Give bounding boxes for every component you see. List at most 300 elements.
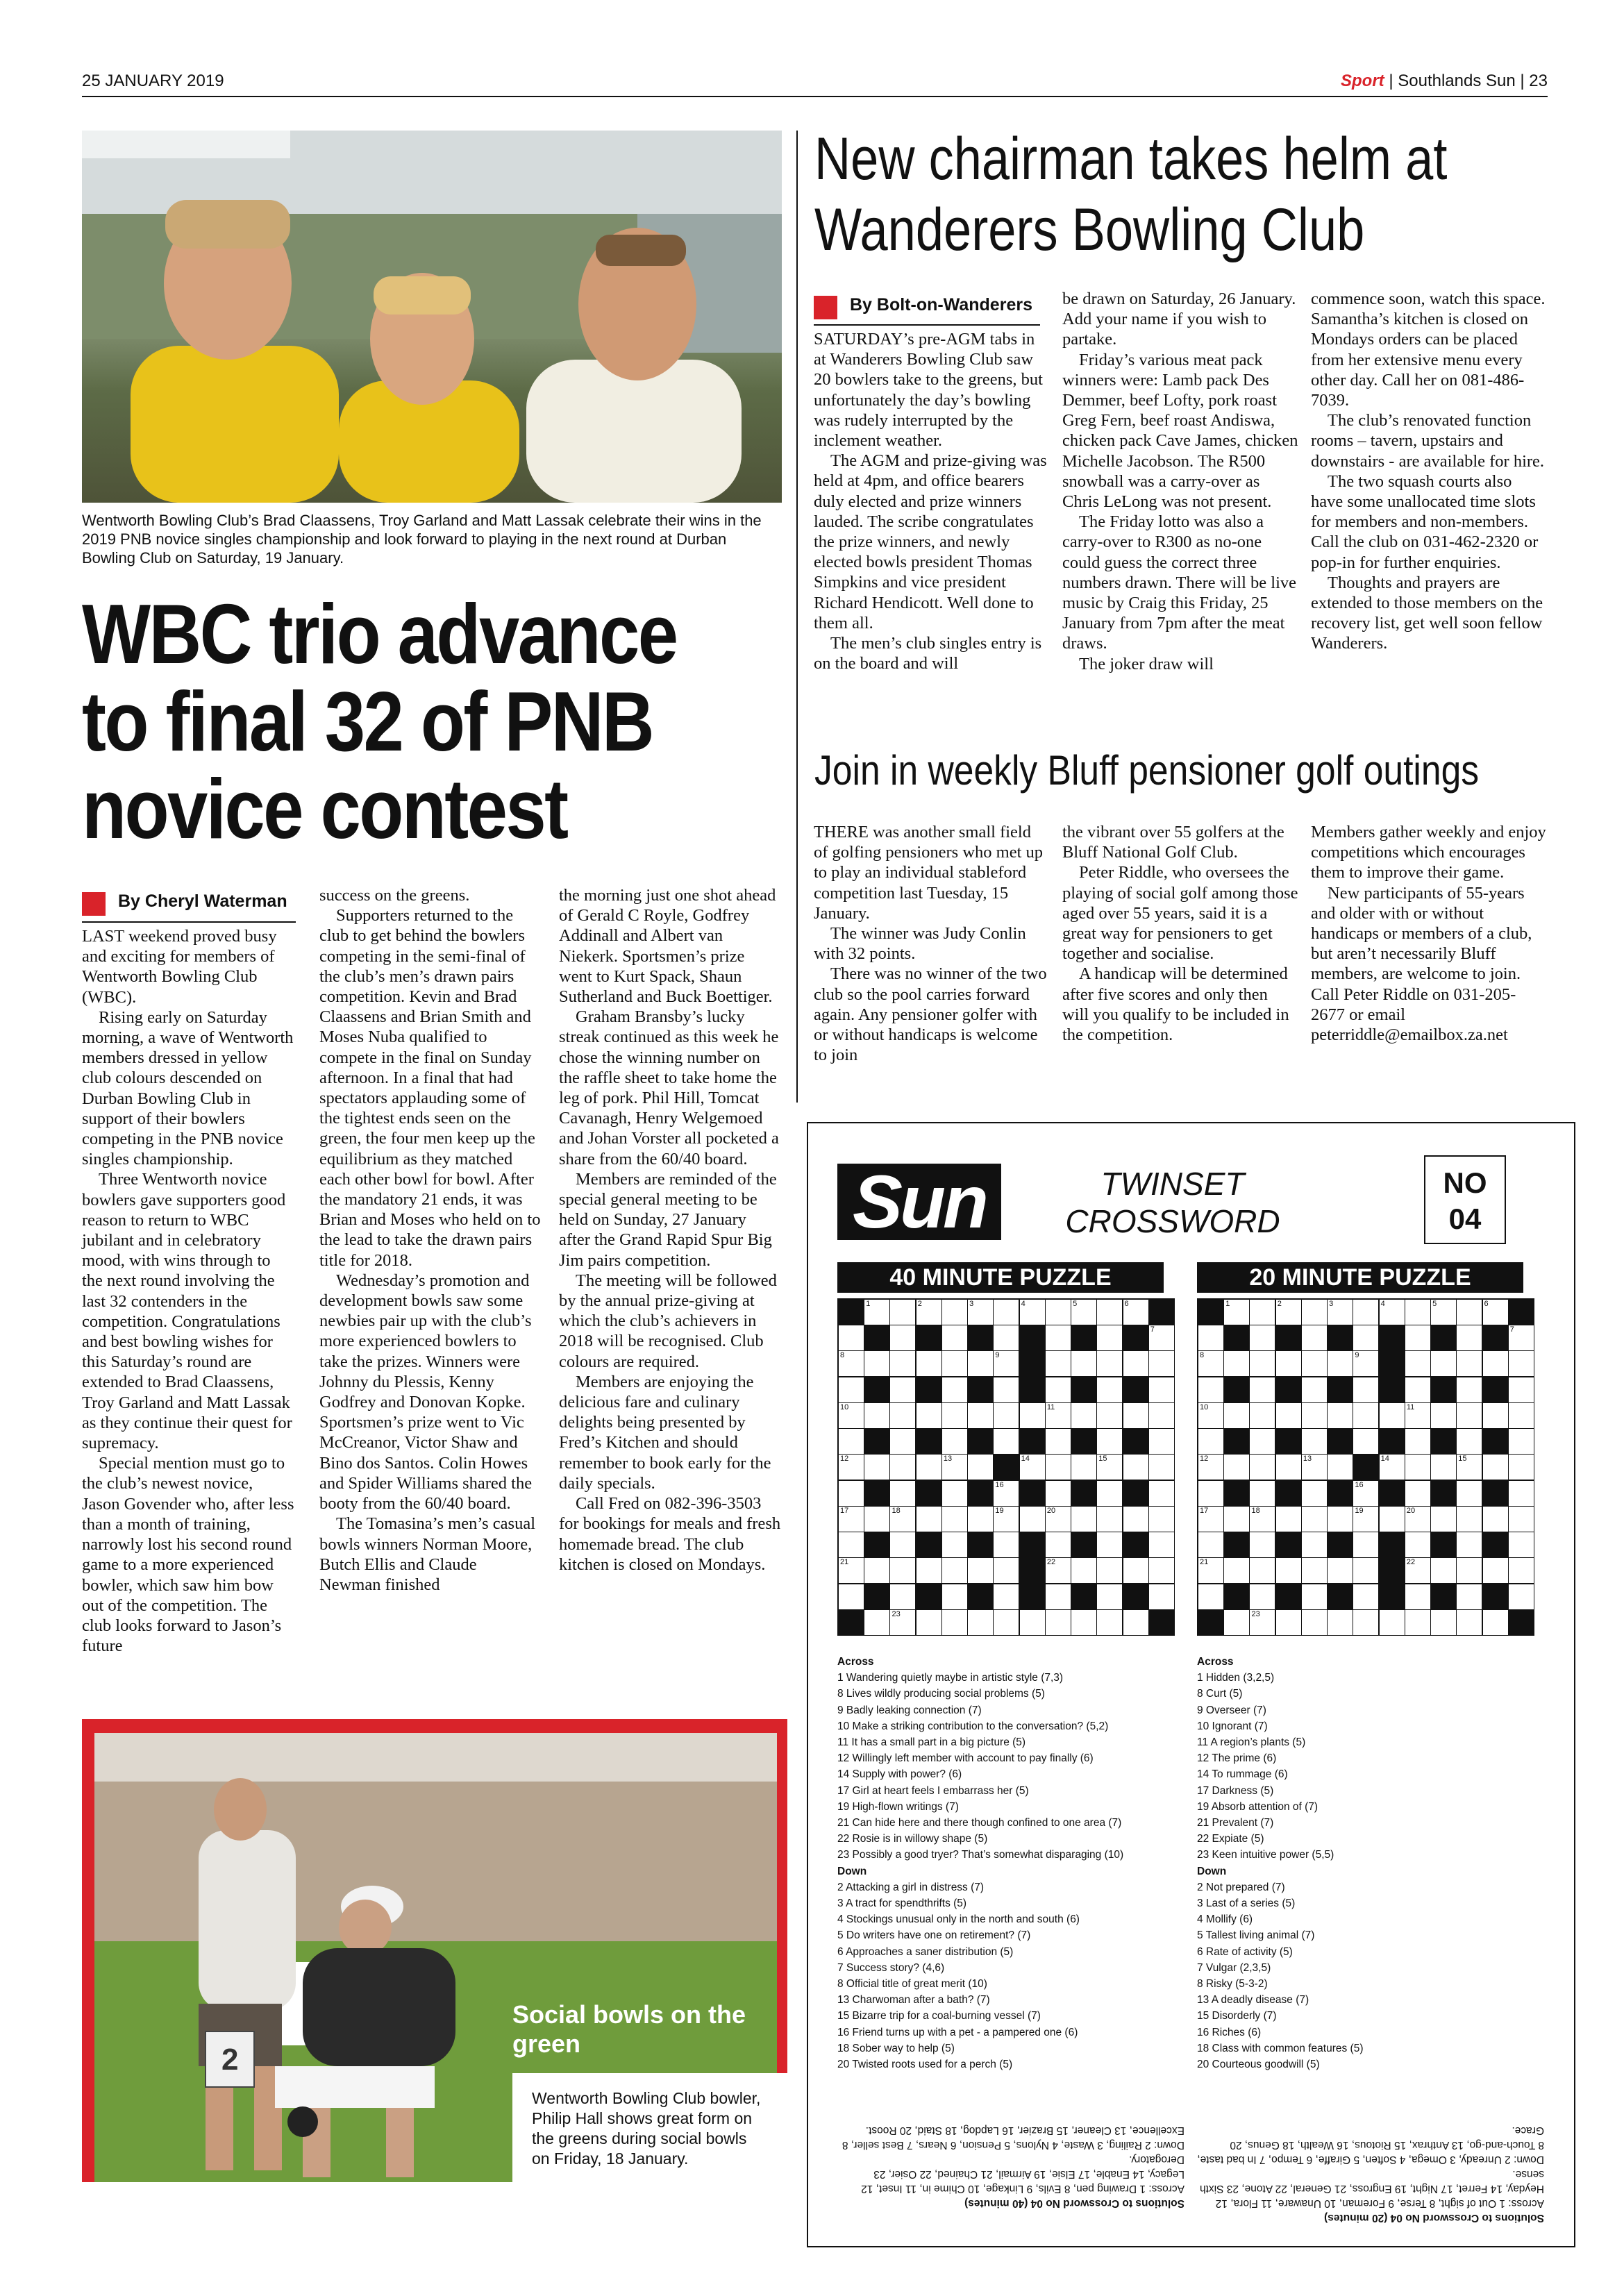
crossword-cell[interactable] [1250, 1300, 1275, 1325]
crossword-cell[interactable] [1276, 1610, 1301, 1635]
crossword-cell[interactable] [1198, 1429, 1223, 1454]
crossword-cell[interactable] [1250, 1455, 1275, 1480]
crossword-cell[interactable] [1149, 1532, 1174, 1557]
crossword-cell[interactable] [942, 1610, 967, 1635]
crossword-cell[interactable] [839, 1584, 864, 1609]
crossword-cell[interactable] [1509, 1403, 1534, 1428]
crossword-cell[interactable] [1302, 1507, 1327, 1532]
crossword-cell[interactable] [1149, 1351, 1174, 1376]
crossword-cell[interactable] [1046, 1377, 1071, 1402]
crossword-cell[interactable] [1353, 1481, 1378, 1506]
crossword-cell[interactable] [890, 1532, 915, 1557]
crossword-cell[interactable] [1483, 1351, 1508, 1376]
crossword-cell[interactable] [839, 1377, 864, 1402]
crossword-cell[interactable] [839, 1532, 864, 1557]
crossword-cell[interactable] [1020, 1403, 1045, 1428]
crossword-cell[interactable] [864, 1403, 889, 1428]
crossword-cell[interactable] [839, 1558, 864, 1583]
crossword-cell[interactable] [1353, 1558, 1378, 1583]
solution-across: Across: 1 Out of sight, 8 Terse, 9 Foreman, 10 Unaware, 11 Flora, 12 Heyday, 14 Ferret, 17 Night, 19 Engross, 21 General, 22 Atone, 23 Sixth sense. [1200, 2168, 1544, 2209]
paragraph: Members are reminded of the special general meeting to be held on Sunday, 27 January after the Grand Rapid Spur Big Jim pairs competition. [559, 1169, 777, 1270]
crossword-cell[interactable] [968, 1455, 993, 1480]
paragraph: Supporters returned to the club to get behind the bowlers competing in the semi-final of the club’s men’s drawn pairs competition. Kevin and Brad Claassens and Brian Smith and Moses Nuba qualified to compete in the final on Sunday afternoon. In a final that had spectators applauding some of the tightest ends seen on the green, the four men keep up the equilibrium as they matched each other bowl for bowl. After the mandatory 21 ends, it was Brian and Moses who held on to the lead to take the drawn pairs title for 2018. [319, 906, 541, 1270]
crossword-cell[interactable] [916, 1507, 941, 1532]
crossword-cell[interactable] [994, 1325, 1019, 1350]
crossword-cell[interactable] [1250, 1584, 1275, 1609]
crossword-cell[interactable] [1046, 1455, 1071, 1480]
crossword-cell[interactable] [1097, 1558, 1122, 1583]
crossword-cell[interactable] [994, 1429, 1019, 1454]
clue-item: 9 Badly leaking connection (7) [837, 1704, 982, 1716]
cell-number: 9 [1355, 1351, 1359, 1360]
crossword-cell[interactable] [1198, 1507, 1223, 1532]
paragraph: the vibrant over 55 golfers at the Bluff National Golf Club. [1062, 823, 1284, 862]
crossword-cell[interactable] [1405, 1481, 1430, 1506]
crossword-cell[interactable] [1198, 1584, 1223, 1609]
crossword-cell[interactable] [1276, 1351, 1301, 1376]
crossword-cell[interactable] [1483, 1507, 1508, 1532]
crossword-cell[interactable] [1250, 1481, 1275, 1506]
crossword-cell[interactable] [1328, 1455, 1353, 1480]
crossword-cell[interactable] [839, 1325, 864, 1350]
crossword-cell[interactable] [1302, 1532, 1327, 1557]
crossword-cell[interactable] [1071, 1558, 1096, 1583]
crossword-cell[interactable] [1149, 1325, 1174, 1350]
crossword-cell[interactable] [1046, 1610, 1071, 1635]
cell-number: 7 [1150, 1325, 1155, 1334]
golf-column-1 [814, 822, 1047, 1065]
crossword-cell[interactable] [1353, 1325, 1378, 1350]
crossword-cell[interactable] [1046, 1403, 1071, 1428]
crossword-cell[interactable] [1046, 1558, 1071, 1583]
crossword-cell[interactable] [1431, 1610, 1456, 1635]
crossword-cell[interactable] [1302, 1610, 1327, 1635]
crossword-cell[interactable] [1198, 1558, 1223, 1583]
crossword-cell[interactable] [1250, 1532, 1275, 1557]
crossword-cell[interactable] [1353, 1610, 1378, 1635]
crossword-cell[interactable] [1328, 1558, 1353, 1583]
crossword-cell[interactable] [942, 1507, 967, 1532]
clue-item: 2 Not prepared (7) [1197, 1881, 1285, 1893]
crossword-cell[interactable] [1302, 1325, 1327, 1350]
puzzle-40-across-list [837, 1670, 1184, 1863]
crossword-cell[interactable] [942, 1377, 967, 1402]
crossword-cell[interactable] [1405, 1610, 1430, 1635]
golf-column-2 [1062, 822, 1298, 1045]
crossword-cell[interactable] [1046, 1507, 1071, 1532]
crossword-cell[interactable] [1224, 1300, 1249, 1325]
crossword-cell[interactable] [1020, 1455, 1045, 1480]
crossword-cell[interactable] [1405, 1377, 1430, 1402]
crossword-cell[interactable] [1123, 1351, 1148, 1376]
byline-rule [82, 921, 296, 923]
crossword-cell[interactable] [1457, 1455, 1482, 1480]
crossword-cell[interactable] [890, 1377, 915, 1402]
crossword-cell[interactable] [1250, 1507, 1275, 1532]
crossword-cell[interactable] [1405, 1429, 1430, 1454]
chairman-headline-line-1: New chairman takes helm at [814, 126, 1448, 192]
crossword-cell[interactable] [1123, 1610, 1148, 1635]
crossword-cell[interactable] [1509, 1377, 1534, 1402]
crossword-cell[interactable] [1509, 1584, 1534, 1609]
crossword-cell[interactable] [1302, 1300, 1327, 1325]
crossword-cell[interactable] [1224, 1507, 1249, 1532]
crossword-cell[interactable] [890, 1584, 915, 1609]
crossword-cell[interactable] [994, 1403, 1019, 1428]
paragraph: Thoughts and prayers are extended to those members on the recovery list, get well soon fellow Wanderers. [1311, 573, 1543, 653]
crossword-cell[interactable] [890, 1300, 915, 1325]
crossword-cell[interactable] [1123, 1507, 1148, 1532]
crossword-cell[interactable] [864, 1455, 889, 1480]
crossword-cell[interactable] [1250, 1377, 1275, 1402]
crossword-cell[interactable] [1250, 1610, 1275, 1635]
crossword-cell[interactable] [942, 1532, 967, 1557]
paragraph: The Friday lotto was also a carry-over to R300 as no-one could guess the correct three numbers drawn. There will be live music by Craig this Friday, 25 January from 7pm after the meat draws. [1062, 512, 1297, 653]
crossword-cell[interactable] [1198, 1403, 1223, 1428]
crossword-cell[interactable] [942, 1455, 967, 1480]
crossword-cell[interactable] [994, 1507, 1019, 1532]
crossword-cell[interactable] [1431, 1507, 1456, 1532]
crossword-cell[interactable] [1224, 1351, 1249, 1376]
crossword-cell[interactable] [1046, 1584, 1071, 1609]
paragraph: The Tomasina’s men’s casual bowls winners Norman Moore, Butch Ellis and Claude Newman finished [319, 1514, 536, 1594]
crossword-cell[interactable] [942, 1584, 967, 1609]
crossword-cell[interactable] [1328, 1507, 1353, 1532]
crossword-cell[interactable] [1250, 1429, 1275, 1454]
crossword-cell[interactable] [1149, 1455, 1174, 1480]
clue-item: 19 High-flown writings (7) [837, 1800, 959, 1813]
crossword-cell[interactable] [1353, 1532, 1378, 1557]
crossword-cell[interactable] [1276, 1558, 1301, 1583]
crossword-cell[interactable] [1457, 1429, 1482, 1454]
crossword-cell[interactable] [1149, 1558, 1174, 1583]
crossword-cell[interactable] [864, 1507, 889, 1532]
crossword-cell[interactable] [1457, 1351, 1482, 1376]
crossword-cell[interactable] [1328, 1300, 1353, 1325]
crossword-cell[interactable] [1353, 1584, 1378, 1609]
crossword-grid-40[interactable] [837, 1298, 1175, 1636]
crossword-cell[interactable] [1405, 1507, 1430, 1532]
crossword-cell[interactable] [1097, 1610, 1122, 1635]
crossword-cell[interactable] [890, 1455, 915, 1480]
crossword-cell[interactable] [1071, 1610, 1096, 1635]
crossword-cell[interactable] [890, 1481, 915, 1506]
crossword-cell[interactable] [1353, 1429, 1378, 1454]
crossword-cell[interactable] [942, 1558, 967, 1583]
crossword-cell[interactable] [1149, 1584, 1174, 1609]
crossword-cell[interactable] [1071, 1300, 1096, 1325]
crossword-cell[interactable] [1198, 1325, 1223, 1350]
crossword-cell[interactable] [1302, 1377, 1327, 1402]
crossword-cell[interactable] [1457, 1610, 1482, 1635]
crossword-cell[interactable] [1483, 1558, 1508, 1583]
crossword-cell[interactable] [1250, 1351, 1275, 1376]
crossword-cell[interactable] [1509, 1429, 1534, 1454]
crossword-cell[interactable] [1123, 1300, 1148, 1325]
crossword-cell[interactable] [1405, 1558, 1430, 1583]
crossword-cell[interactable] [890, 1325, 915, 1350]
crossword-cell[interactable] [994, 1351, 1019, 1376]
crossword-cell[interactable] [994, 1532, 1019, 1557]
crossword-cell[interactable] [1198, 1455, 1223, 1480]
crossword-cell[interactable] [1250, 1558, 1275, 1583]
crossword-cell[interactable] [1353, 1377, 1378, 1402]
clue-item: 13 A deadly disease (7) [1197, 1994, 1309, 2006]
crossword-cell[interactable] [1097, 1300, 1122, 1325]
chairman-headline [814, 124, 1447, 265]
crossword-cell[interactable] [1405, 1584, 1430, 1609]
crossword-cell[interactable] [1457, 1584, 1482, 1609]
crossword-cell[interactable] [1380, 1403, 1405, 1428]
crossword-cell[interactable] [1020, 1610, 1045, 1635]
crossword-cell[interactable] [1509, 1532, 1534, 1557]
crossword-cell[interactable] [1097, 1584, 1122, 1609]
crossword-cell[interactable] [1431, 1455, 1456, 1480]
crossword-cell[interactable] [839, 1481, 864, 1506]
chairman-byline-text: By Bolt-on-Wanderers [850, 295, 1032, 315]
crossword-cell[interactable] [916, 1351, 941, 1376]
crossword-cell[interactable] [1123, 1558, 1148, 1583]
crossword-cell[interactable] [1071, 1507, 1096, 1532]
crossword-cell[interactable] [1149, 1403, 1174, 1428]
crossword-cell[interactable] [1046, 1481, 1071, 1506]
crossword-cell[interactable] [1149, 1507, 1174, 1532]
crossword-cell[interactable] [968, 1558, 993, 1583]
crossword-cell[interactable] [890, 1351, 915, 1376]
crossword-cell[interactable] [1431, 1351, 1456, 1376]
clue-item: 3 A tract for spendthrifts (5) [837, 1897, 967, 1910]
puzzle-20-label: 20 MINUTE PUZZLE [1197, 1262, 1523, 1293]
crossword-cell[interactable] [1302, 1403, 1327, 1428]
crossword-cell[interactable] [1302, 1558, 1327, 1583]
crossword-cell[interactable] [1380, 1507, 1405, 1532]
crossword-cell[interactable] [968, 1403, 993, 1428]
crossword-cell[interactable] [1123, 1455, 1148, 1480]
crossword-cell[interactable] [1353, 1351, 1378, 1376]
crossword-cell[interactable] [1483, 1300, 1508, 1325]
crossword-cell[interactable] [1276, 1300, 1301, 1325]
crossword-cell[interactable] [1198, 1377, 1223, 1402]
crossword-cell[interactable] [864, 1558, 889, 1583]
crossword-cell[interactable] [890, 1610, 915, 1635]
crossword-cell[interactable] [890, 1507, 915, 1532]
crossword-cell[interactable] [1353, 1507, 1378, 1532]
crossword-cell[interactable] [1149, 1429, 1174, 1454]
crossword-cell[interactable] [942, 1325, 967, 1350]
paragraph: SATURDAY’s pre-AGM tabs in at Wanderers Bowling Club saw 20 bowlers take to the greens, but unfortunately the day’s bowling was rudely interrupted by the inclement weather. [814, 330, 1043, 451]
crossword-cell[interactable] [1276, 1455, 1301, 1480]
wbc-headline-line-3: novice contest [82, 762, 567, 856]
paragraph: Three Wentworth novice bowlers gave supporters good reason to return to WBC jubilant and in celebratory mood, with wins through to the next round involving the last 32 contenders in the competition. Congratulations and best bowling wishes for this Saturday’s round are extended to Brad Claassens, Troy Garland and Matt Lassak as they continue their quest for supremacy. [82, 1170, 292, 1453]
crossword-cell[interactable] [994, 1558, 1019, 1583]
crossword-cell[interactable] [1405, 1325, 1430, 1350]
crossword-cell[interactable] [1198, 1481, 1223, 1506]
crossword-cell[interactable] [916, 1558, 941, 1583]
crossword-cell[interactable] [1071, 1455, 1096, 1480]
crossword-cell[interactable] [1097, 1377, 1122, 1402]
crossword-cell[interactable] [1302, 1429, 1327, 1454]
crossword-cell[interactable] [942, 1481, 967, 1506]
crossword-cell[interactable] [1071, 1351, 1096, 1376]
chairman-column-3 [1311, 289, 1547, 654]
clue-item: 4 Mollify (6) [1197, 1913, 1253, 1926]
crossword-cell[interactable] [994, 1377, 1019, 1402]
crossword-cell[interactable] [994, 1584, 1019, 1609]
crossword-cell[interactable] [1380, 1610, 1405, 1635]
crossword-cell[interactable] [890, 1403, 915, 1428]
clue-item: 13 Charwoman after a bath? (7) [837, 1994, 990, 2006]
crossword-cell[interactable] [839, 1403, 864, 1428]
crossword-cell[interactable] [864, 1610, 889, 1635]
crossword-cell[interactable] [994, 1300, 1019, 1325]
crossword-cell[interactable] [1046, 1325, 1071, 1350]
crossword-cell[interactable] [1457, 1507, 1482, 1532]
crossword-cell[interactable] [1198, 1351, 1223, 1376]
crossword-cell[interactable] [1250, 1325, 1275, 1350]
crossword-cell[interactable] [1457, 1403, 1482, 1428]
crossword-cell[interactable] [1097, 1507, 1122, 1532]
crossword-cell[interactable] [1097, 1403, 1122, 1428]
paragraph: Members are enjoying the delicious fare and culinary delights being presented by Fred’s Kitchen and should remember to book early for the daily specials. [559, 1372, 771, 1493]
puzzle-20-clues [1197, 1654, 1544, 2072]
crossword-cell[interactable] [942, 1351, 967, 1376]
crossword-cell[interactable] [1405, 1455, 1430, 1480]
paragraph: THERE was another small field of golfing pensioners who met up to play an individual stableford competition last Tuesday, 15 January. [814, 823, 1044, 923]
paragraph: The AGM and prize-giving was held at 4pm, and office bearers duly elected and prize winners lauded. The scribe congratulates the prize winners, and newly elected bowls president Thomas Simpkins and vice president Richard Hendicott. Well done to them all. [814, 451, 1047, 632]
crossword-cell[interactable] [1276, 1507, 1301, 1532]
crossword-cell[interactable] [1380, 1455, 1405, 1480]
crossword-cell[interactable] [942, 1300, 967, 1325]
crossword-cell[interactable] [1097, 1429, 1122, 1454]
page-header-right: Sport | Southlands Sun | 23 [1341, 72, 1548, 90]
crossword-cell[interactable] [1457, 1532, 1482, 1557]
crossword-cell[interactable] [1046, 1532, 1071, 1557]
crossword-cell[interactable] [864, 1351, 889, 1376]
crossword-cell[interactable] [1302, 1455, 1327, 1480]
clue-item: 5 Tallest living animal (7) [1197, 1929, 1315, 1942]
crossword-cell[interactable] [1097, 1481, 1122, 1506]
clue-item: 4 Stockings unusual only in the north and south (6) [837, 1913, 1080, 1926]
crossword-cell[interactable] [942, 1403, 967, 1428]
crossword-cell[interactable] [839, 1455, 864, 1480]
crossword-cell[interactable] [1328, 1610, 1353, 1635]
crossword-cell[interactable] [1431, 1403, 1456, 1428]
crossword-cell[interactable] [1097, 1351, 1122, 1376]
crossword-cell[interactable] [1405, 1403, 1430, 1428]
crossword-cell[interactable] [890, 1429, 915, 1454]
crossword-cell[interactable] [1224, 1610, 1249, 1635]
crossword-cell[interactable] [916, 1403, 941, 1428]
crossword-cell[interactable] [1224, 1455, 1249, 1480]
crossword-cell[interactable] [1071, 1403, 1096, 1428]
crossword-cell[interactable] [994, 1481, 1019, 1506]
crossword-cell[interactable] [1509, 1455, 1534, 1480]
clue-item: 21 Can hide here and there though confined to one area (7) [837, 1817, 1122, 1829]
paragraph: Call Fred on 082-396-3503 for bookings for meals and fresh homemade bread. The club kitchen is closed on Mondays. [559, 1494, 781, 1574]
crossword-cell[interactable] [1276, 1403, 1301, 1428]
crossword-cell[interactable] [1250, 1403, 1275, 1428]
crossword-cell[interactable] [1224, 1403, 1249, 1428]
crossword-cell[interactable] [942, 1429, 967, 1454]
crossword-cell[interactable] [1380, 1300, 1405, 1325]
crossword-cell[interactable] [1509, 1325, 1534, 1350]
crossword-cell[interactable] [1483, 1610, 1508, 1635]
crossword-cell[interactable] [916, 1300, 941, 1325]
crossword-grid-20[interactable] [1197, 1298, 1534, 1636]
crossword-cell[interactable] [968, 1300, 993, 1325]
crossword-cell[interactable] [1431, 1558, 1456, 1583]
crossword-cell[interactable] [1123, 1403, 1148, 1428]
crossword-cell[interactable] [1149, 1377, 1174, 1402]
crossword-cell[interactable] [1509, 1481, 1534, 1506]
crossword-cell[interactable] [968, 1507, 993, 1532]
crossword-cell[interactable] [1353, 1300, 1378, 1325]
crossword-cell[interactable] [839, 1507, 864, 1532]
crossword-cell[interactable] [1457, 1558, 1482, 1583]
crossword-cell[interactable] [1353, 1403, 1378, 1428]
crossword-cell[interactable] [1483, 1403, 1508, 1428]
crossword-cell[interactable] [1457, 1300, 1482, 1325]
crossword-cell[interactable] [994, 1610, 1019, 1635]
crossword-cell[interactable] [1097, 1532, 1122, 1557]
crossword-cell[interactable] [1457, 1481, 1482, 1506]
crossword-cell[interactable] [1020, 1507, 1045, 1532]
crossword-cell[interactable] [1405, 1532, 1430, 1557]
crossword-cell[interactable] [1405, 1351, 1430, 1376]
crossword-cell[interactable] [1046, 1300, 1071, 1325]
paragraph: The joker draw will [1079, 654, 1214, 673]
cell-number: 21 [840, 1558, 849, 1567]
crossword-cell[interactable] [916, 1610, 941, 1635]
crossword-cell[interactable] [1020, 1300, 1045, 1325]
crossword-cell[interactable] [968, 1610, 993, 1635]
crossword-cell[interactable] [1328, 1351, 1353, 1376]
clue-item: 12 Willingly left member with account to pay finally (6) [837, 1752, 1094, 1765]
crossword-cell[interactable] [839, 1429, 864, 1454]
clue-item: 17 Darkness (5) [1197, 1784, 1274, 1797]
puzzle-20-solutions [1197, 2123, 1544, 2225]
crossword-cell[interactable] [916, 1455, 941, 1480]
crossword-cell[interactable] [1328, 1403, 1353, 1428]
crossword-cell[interactable] [1149, 1481, 1174, 1506]
crossword-cell[interactable] [1431, 1300, 1456, 1325]
crossword-cell[interactable] [890, 1558, 915, 1583]
crossword-cell[interactable] [1302, 1481, 1327, 1506]
crossword-cell[interactable] [1046, 1429, 1071, 1454]
paragraph: Members gather weekly and enjoy competitions which encourages them to improve their game. [1311, 823, 1546, 882]
crossword-cell[interactable] [1046, 1351, 1071, 1376]
crossword-cell[interactable] [1509, 1351, 1534, 1376]
crossword-cell[interactable] [1457, 1377, 1482, 1402]
crossword-cell[interactable] [1509, 1507, 1534, 1532]
crossword-cell[interactable] [1097, 1325, 1122, 1350]
crossword-cell[interactable] [1097, 1455, 1122, 1480]
crossword-cell[interactable] [1405, 1300, 1430, 1325]
crossword-cell[interactable] [1483, 1455, 1508, 1480]
crossword-cell[interactable] [968, 1351, 993, 1376]
crossword-cell[interactable] [1224, 1558, 1249, 1583]
clue-item: 16 Riches (6) [1197, 2026, 1262, 2038]
crossword-cell[interactable] [839, 1351, 864, 1376]
crossword-cell[interactable] [1302, 1584, 1327, 1609]
crossword-cell[interactable] [864, 1300, 889, 1325]
crossword-cell[interactable] [1198, 1532, 1223, 1557]
crossword-cell[interactable] [1302, 1351, 1327, 1376]
crossword-cell[interactable] [1457, 1325, 1482, 1350]
clue-item: 10 Make a striking contribution to the conversation? (5,2) [837, 1720, 1109, 1732]
cell-number: 2 [1277, 1300, 1282, 1308]
crossword-cell[interactable] [1509, 1558, 1534, 1583]
